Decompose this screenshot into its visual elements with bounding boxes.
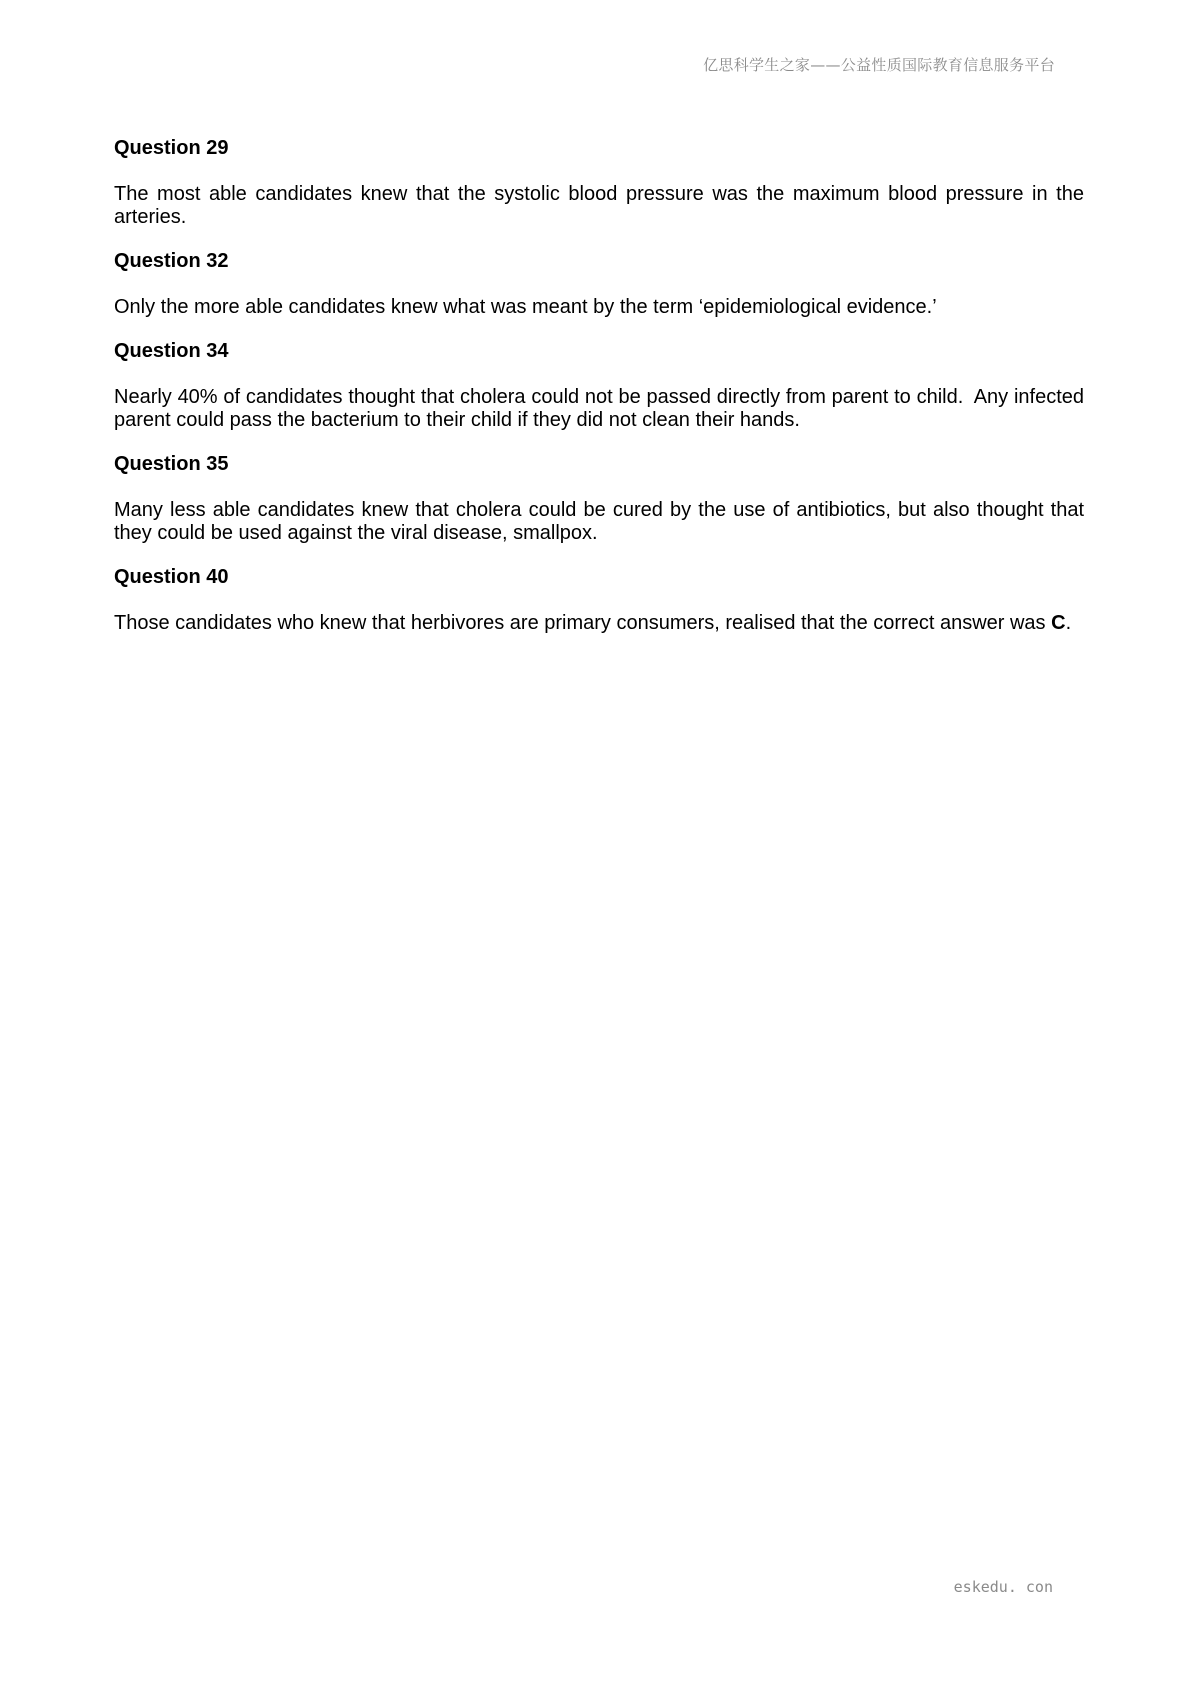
question-32-text: Only the more able candidates knew what was meant by the term ‘epidemiological evidence.’ [114,296,937,318]
question-40-text-before: Those candidates who knew that herbivores are primary consumers, realised that the correct answer was [114,612,1052,634]
question-35-section [114,452,1084,545]
question-35-title: Question 35 [114,453,229,475]
question-35-text: Many less able candidates knew that cholera could be cured by the use of antibiotics, but also thought that they could be used against the viral disease, smallpox. [114,499,1084,544]
header-watermark: 亿思科学生之家——公益性质国际教育信息服务平台 [703,56,1055,74]
question-29-text: The most able candidates knew that the systolic blood pressure was the maximum blood pressure in the arteries. [114,183,1084,228]
footer-watermark: eskedu. con [953,1578,1053,1596]
question-32-section [114,249,1084,319]
question-40-text [114,612,1084,635]
question-34-text: Nearly 40% of candidates thought that cholera could not be passed directly from parent to child. Any infected parent could pass the bacterium to their child if they did not clean their hands. [114,386,1090,431]
question-40-section [114,565,1084,635]
question-32-title: Question 32 [114,250,229,272]
question-40-title: Question 40 [114,566,229,588]
question-34-section [114,339,1090,432]
question-29-section [114,136,1084,229]
question-40-text-after: . [1065,612,1072,634]
question-40-answer: C [1051,612,1066,634]
report-content [114,136,1090,655]
question-34-title: Question 34 [114,340,229,362]
question-29-title: Question 29 [114,137,229,159]
